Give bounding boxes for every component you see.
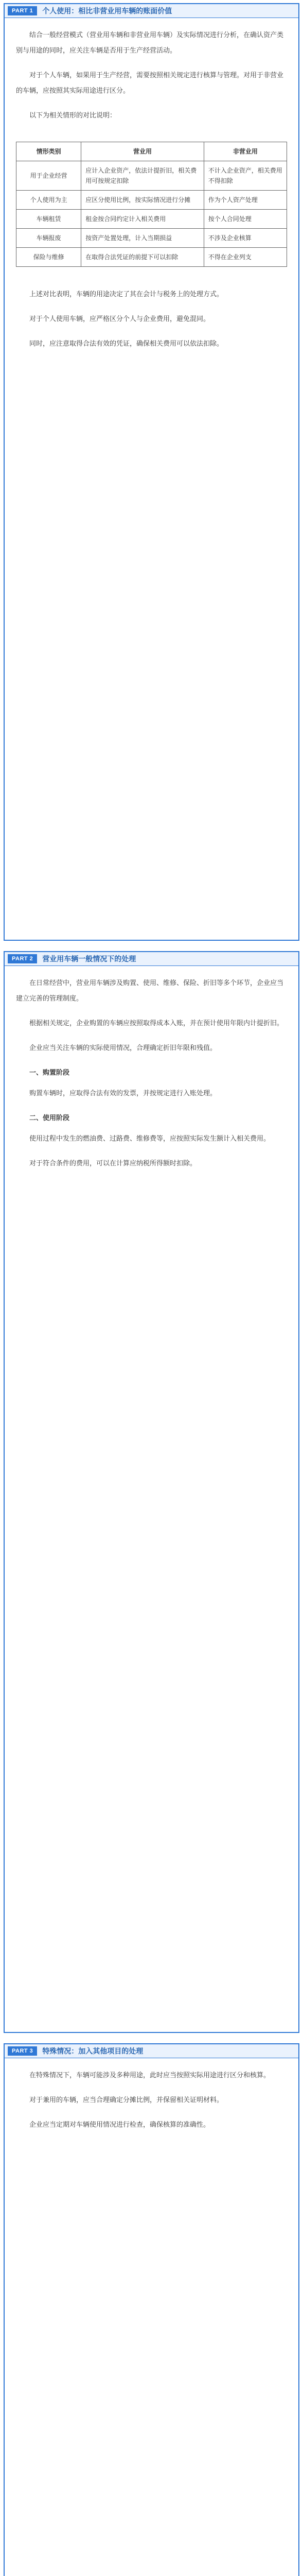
table-header-row xyxy=(16,142,287,161)
paragraph: 结合一般经营模式（营业用车辆和非营业用车辆）及实际情况进行分析，在确认资产类别与用途的同时，应关注车辆是否用于生产经营活动。 xyxy=(16,31,284,54)
subheading: 一、购置阶段 xyxy=(29,1069,70,1076)
paragraph: 对于个人使用车辆，应严格区分个人与企业费用，避免混同。 xyxy=(29,315,210,323)
paragraph: 根据相关规定，企业购置的车辆应按照取得成本入账，并在预计使用年限内计提折旧。 xyxy=(29,1019,284,1027)
subheading: 二、使用阶段 xyxy=(29,1114,70,1122)
part-badge: PART 1 xyxy=(8,6,37,15)
section-part-2 xyxy=(4,951,299,2033)
section-body xyxy=(5,966,298,1185)
part-badge: PART 2 xyxy=(8,954,37,963)
paragraph: 使用过程中发生的燃油费、过路费、维修费等，应按照实际发生额计入相关费用。 xyxy=(29,1134,271,1142)
table-header: 营业用 xyxy=(81,142,204,161)
table-cell: 租金按合同约定计入相关费用 xyxy=(81,210,204,229)
paragraph: 企业应当定期对车辆使用情况进行检查，确保核算的准确性。 xyxy=(29,2121,210,2128)
section-body xyxy=(5,277,298,366)
table-cell: 保险与维修 xyxy=(16,248,81,267)
section-title: 个人使用：相比非营业用车辆的账面价值 xyxy=(42,7,172,15)
section-title: 特殊情况：加入其他项目的处理 xyxy=(42,2047,144,2055)
table-row xyxy=(16,161,287,191)
table-row xyxy=(16,191,287,210)
table-cell: 车辆报废 xyxy=(16,229,81,248)
table-header: 情形类别 xyxy=(16,142,81,161)
table-cell: 按个人合同处理 xyxy=(204,210,287,229)
paragraph: 企业应当关注车辆的实际使用情况，合理确定折旧年限和残值。 xyxy=(29,1044,217,1052)
table-row xyxy=(16,229,287,248)
paragraph: 对于符合条件的费用，可以在计算应纳税所得额时扣除。 xyxy=(29,1159,197,1167)
table-cell: 按资产处置处理，计入当期损益 xyxy=(81,229,204,248)
table-cell: 用于企业经营 xyxy=(16,161,81,191)
paragraph: 在特殊情况下，车辆可能涉及多种用途，此时应当按照实际用途进行区分和核算。 xyxy=(29,2071,271,2079)
paragraph: 对于兼用的车辆，应当合理确定分摊比例，并保留相关证明材料。 xyxy=(29,2096,224,2104)
paragraph: 以下为相关情形的对比说明： xyxy=(29,111,117,119)
part-badge: PART 3 xyxy=(8,2046,37,2056)
section-title: 营业用车辆一般情况下的处理 xyxy=(42,955,136,963)
paragraph: 对于个人车辆，如果用于生产经营，需要按照相关规定进行核算与管理。对用于非营业的车辆，应按照其实际用途进行区分。 xyxy=(16,71,284,94)
table-cell: 不得在企业列支 xyxy=(204,248,287,267)
section-body xyxy=(5,18,298,138)
table-cell: 应计入企业资产，依法计提折旧，相关费用可按规定扣除 xyxy=(81,161,204,191)
table-row xyxy=(16,248,287,267)
section-body xyxy=(5,2058,298,2147)
table-cell: 个人使用为主 xyxy=(16,191,81,210)
section-header xyxy=(5,2044,298,2058)
paragraph: 上述对比表明，车辆的用途决定了其在会计与税务上的处理方式。 xyxy=(29,290,224,298)
table-cell: 不计入企业资产，相关费用不得扣除 xyxy=(204,161,287,191)
paragraph: 购置车辆时，应取得合法有效的发票，并按规定进行入账处理。 xyxy=(29,1089,217,1097)
comparison-table xyxy=(16,142,287,267)
section-header xyxy=(5,4,298,18)
table-cell: 不涉及企业核算 xyxy=(204,229,287,248)
section-part-1 xyxy=(4,3,299,941)
section-part-3 xyxy=(4,2043,299,2576)
table-cell: 作为个人资产处理 xyxy=(204,191,287,210)
paragraph: 同时，应注意取得合法有效的凭证，确保相关费用可以依法扣除。 xyxy=(29,340,224,347)
paragraph: 在日常经营中，营业用车辆涉及购置、使用、维修、保险、折旧等多个环节，企业应当建立完善的管理制度。 xyxy=(16,979,284,1002)
table-cell: 应区分使用比例，按实际情况进行分摊 xyxy=(81,191,204,210)
table-row xyxy=(16,210,287,229)
table-cell: 车辆租赁 xyxy=(16,210,81,229)
table-header: 非营业用 xyxy=(204,142,287,161)
table-cell: 在取得合法凭证的前提下可以扣除 xyxy=(81,248,204,267)
section-header xyxy=(5,952,298,966)
